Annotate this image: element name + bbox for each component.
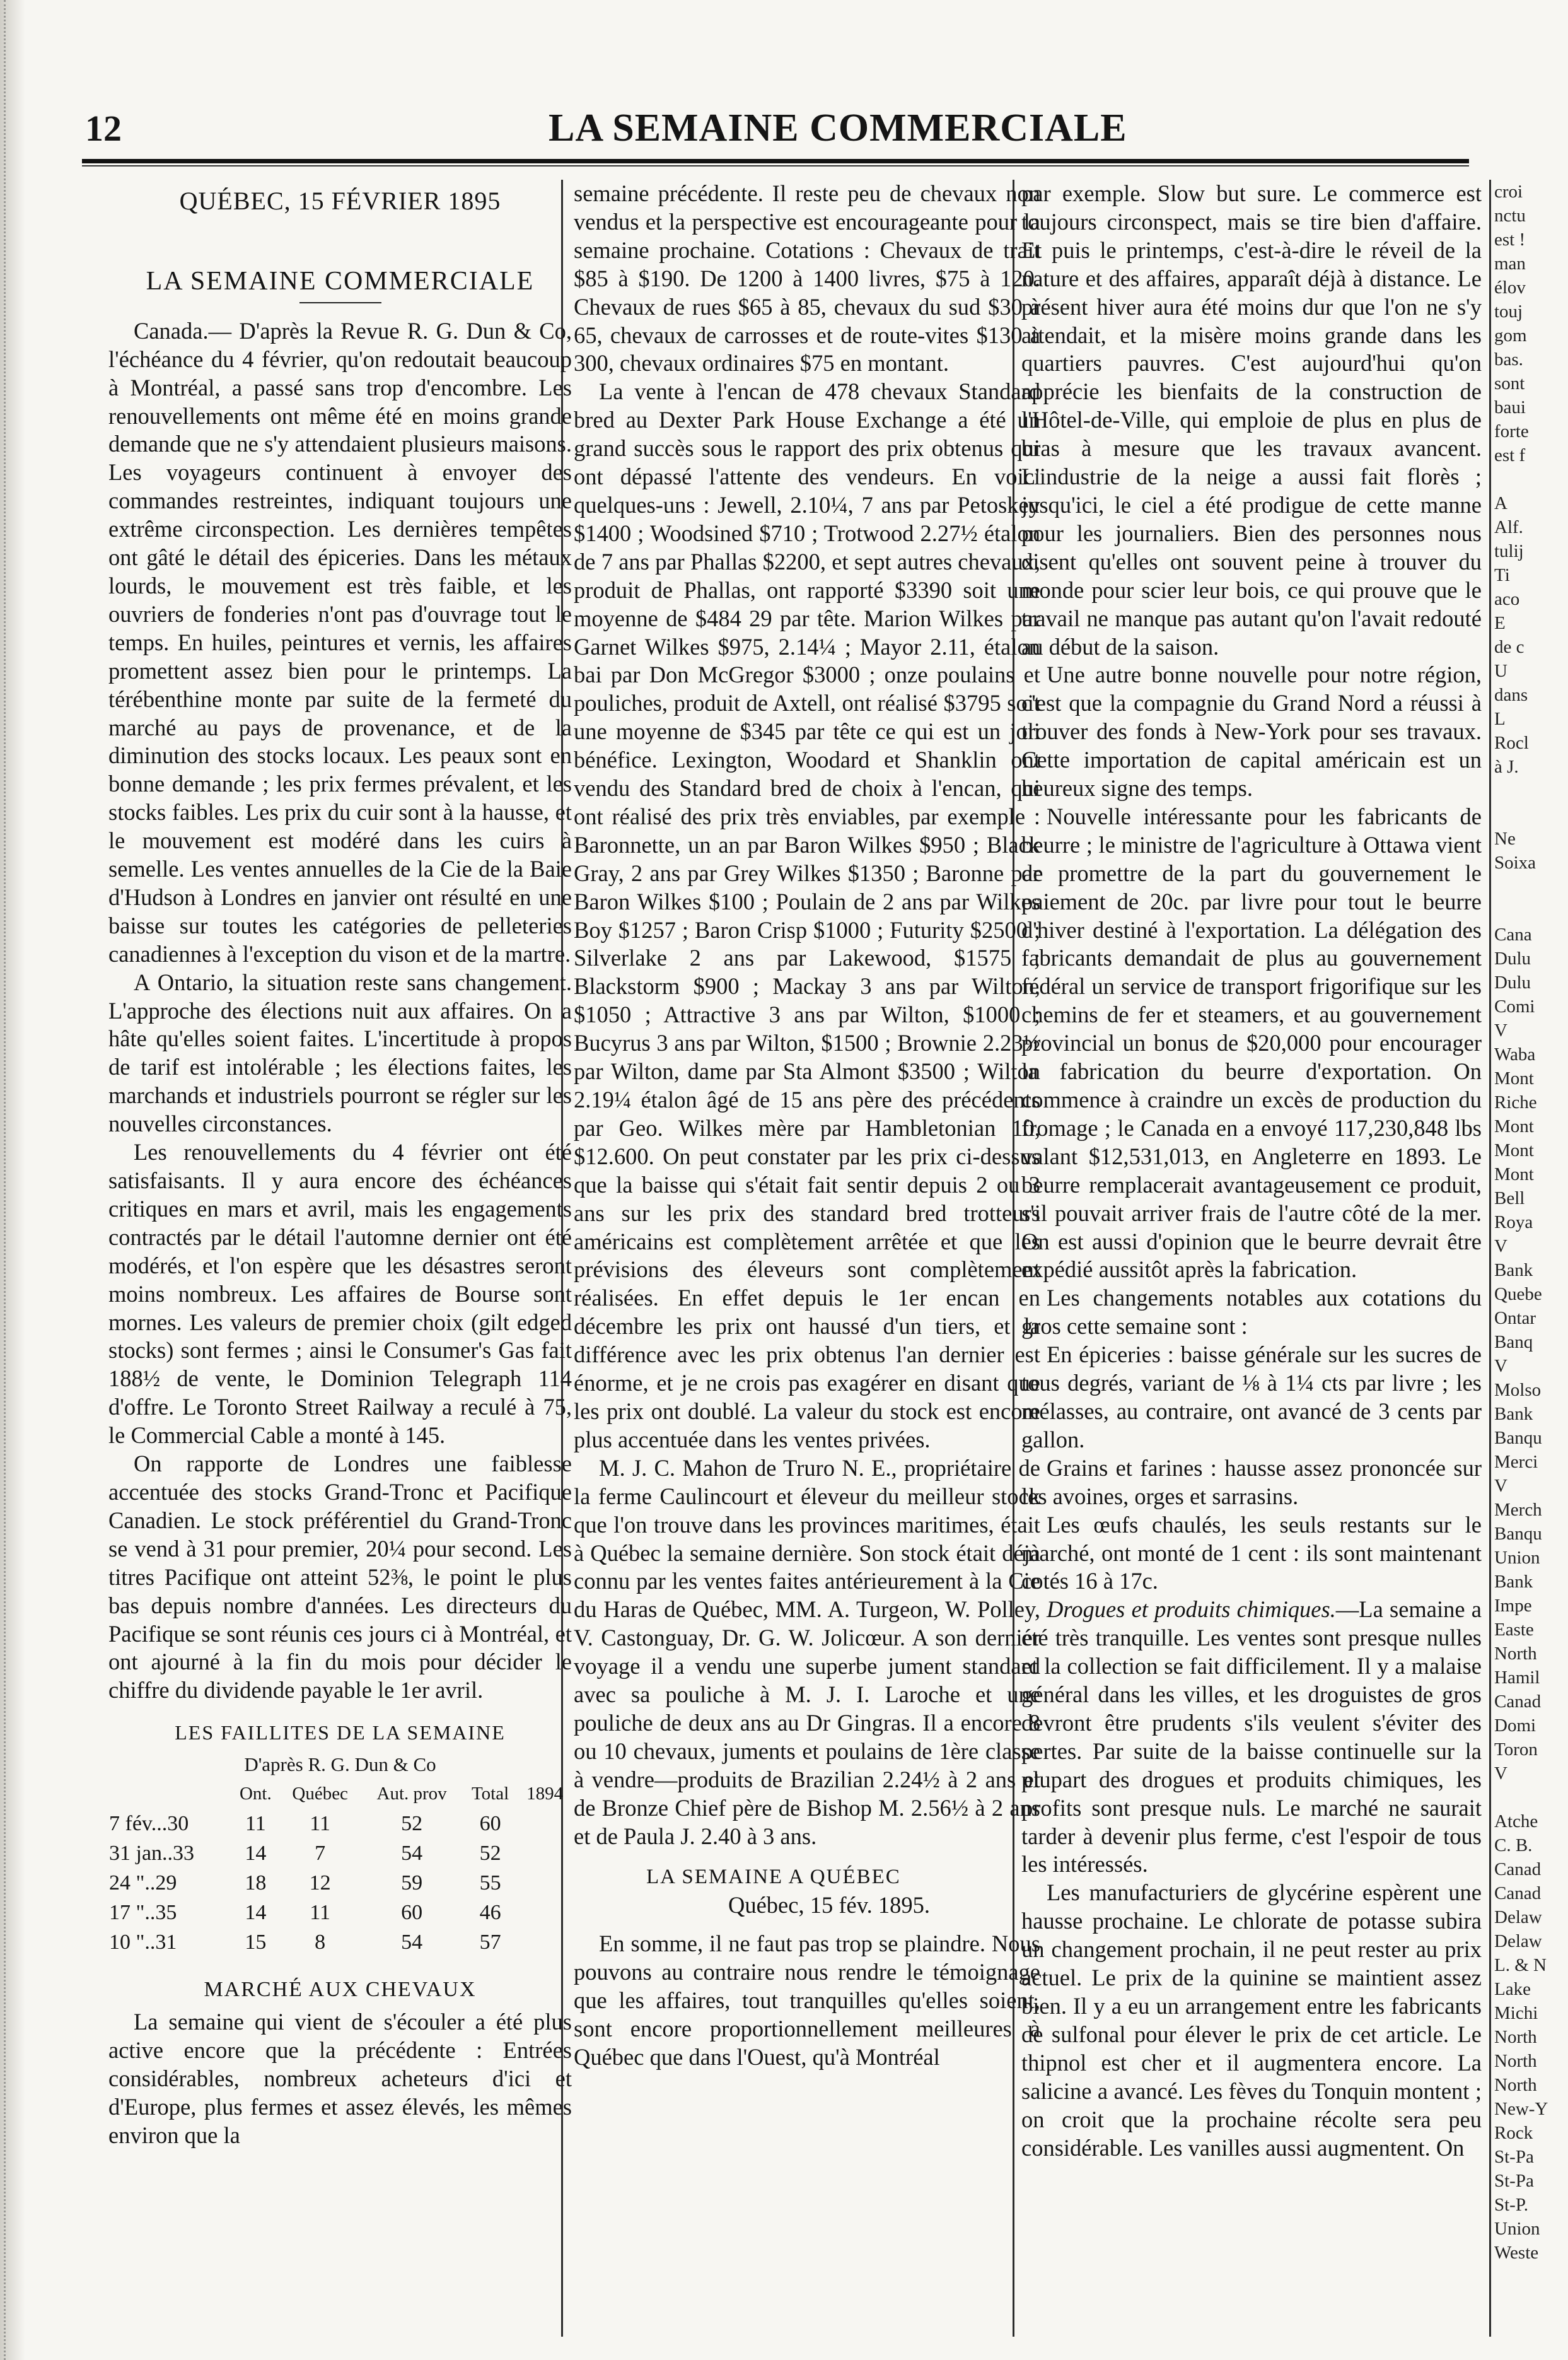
dateline: QUÉBEC, 15 FÉVRIER 1895 <box>179 187 501 215</box>
table-cell: 54 <box>401 1931 423 1954</box>
failures-table-subtitle: D'après R. G. Dun & Co <box>244 1753 436 1776</box>
table-cell: 14 <box>245 1842 267 1866</box>
table-cell: 12 <box>309 1871 331 1895</box>
margin-fragment-line: Rocl <box>1494 733 1529 753</box>
paragraph-londres: On rapporte de Londres une faiblesse accentuée des stocks Grand-Tronc et Pacifique Canadien. Le stock préférentiel du Grand-Tronc se vend à 31 pour premier, 20¼ pour second. Les titres Pacifique ont atteint 52⅜, le point le plus bas depuis nombre d'années. Les directeurs du Pacifique se sont réunis ces jours ci à Montréal, et ont ajourné à la fin du mois pour décider le chiffre du dividende payable le 1er avril. <box>108 1451 572 1703</box>
margin-fragment-line: élov <box>1494 277 1526 298</box>
margin-fragment-line: Dulu <box>1494 973 1531 993</box>
margin-fragment-line: Canad <box>1494 1691 1542 1712</box>
paragraph-cotations: Les changements notables aux cotations du gros cette semaine sont : <box>1021 1285 1482 1340</box>
margin-fragment-line <box>1494 875 1567 899</box>
margin-fragment-line: Impe <box>1494 1596 1532 1616</box>
margin-fragment-line: V <box>1494 1763 1507 1784</box>
paragraph-horses-cont: semaine précédente. Il reste peu de chevaux non vendus et la perspective est encourageante pour la semaine prochaine. Cotations : Chevaux de trait $85 à $190. De 1200 à 1400 livres, $75 à 120. Chevaux de rues $65 à 85, chevaux du sud $30 à 65, chevaux de carrosses et de route-vites $130 à 300, chevaux ordinaires $75 en montant. <box>574 180 1040 377</box>
table-cell: 52 <box>401 1812 423 1836</box>
margin-fragment-line: Domi <box>1494 1715 1536 1736</box>
margin-fragment-line: Easte <box>1494 1620 1534 1640</box>
table-cell: 31 jan..33 <box>109 1842 195 1866</box>
margin-fragment-line: Mont <box>1494 1116 1534 1136</box>
table-cell: 11 <box>310 1901 331 1925</box>
failures-table-title: LES FAILLITES DE LA SEMAINE <box>175 1721 506 1744</box>
margin-fragment-line: L <box>1494 709 1506 729</box>
table-cell: 60 <box>479 1812 501 1836</box>
horses-market-title: MARCHÉ AUX CHEVAUX <box>204 1978 477 2002</box>
paragraph-grand-nord: Une autre bonne nouvelle pour notre région, c'est que la compagnie du Grand Nord a réussi à trouver des fonds à New-York pour ses travaux. Cette importation de capital américain est un heureux signe des temps. <box>1021 662 1482 802</box>
paragraph-renouvellements: Les renouvellements du 4 février ont été satisfaisants. Il y aura encore des échéances critiques en mars et avril, mais les engagements contractés par le détail l'automne dernier ont été modérés, et l'on espère que les désastres seront moins nombreux. Les affaires de Bourse sont mornes. Les valeurs de premier choix (gilt edged stocks) sont fermes ; ainsi le Consumer's Gas fait 188½ de vente, le Dominion Telegraph 114 d'offre. Le Toronto Street Railway a reculé à 75, le Commercial Cable a monté à 145. <box>108 1139 572 1449</box>
margin-fragment-line: Lake <box>1494 1979 1531 1999</box>
table-cell: 11 <box>245 1812 266 1836</box>
quebec-dateline: Québec, 15 fév. 1895. <box>728 1892 930 1919</box>
margin-fragment-line: V <box>1494 1236 1507 1256</box>
header-rule <box>82 159 1469 163</box>
margin-fragment-line: New-Y <box>1494 2099 1548 2119</box>
margin-fragment-line: tulij <box>1494 541 1524 561</box>
margin-fragment-line <box>1494 803 1567 827</box>
table-cell: 24 "..29 <box>109 1871 177 1895</box>
paragraph-grains: Grains et farines : hausse assez prononcée sur les avoines, orges et sarrasins. <box>1021 1454 1482 1509</box>
margin-fragment-line: Toron <box>1494 1739 1538 1760</box>
quebec-section-title: LA SEMAINE A QUÉBEC <box>646 1866 901 1889</box>
margin-fragment-line: V <box>1494 1020 1507 1041</box>
margin-fragment-line: Mont <box>1494 1140 1534 1160</box>
margin-fragment-line: sont <box>1494 373 1525 394</box>
table-header: Total <box>471 1784 509 1804</box>
table-row <box>108 1838 572 1868</box>
paragraph-auction: La vente à l'encan de 478 chevaux Standard bred au Dexter Park House Exchange a été un grand succès sous le rapport des prix obtenus qui ont dépassé l'attente des vendeurs. En voici quelques-uns : Jewell, 2.10¼, 7 ans par Petoskey $1400 ; Woodsined $710 ; Trotwood 2.27½ étalon de 7 ans par Phallas $2200, et sept autres chevaux, produit de Phallas, ont rapporté $3390 soit une moyenne de $484 29 par tête. Marion Wilkes par Garnet Wilkes $975, 2.14¼ ; Mayor 2.11, étalon bai par Don McGregor $3000 ; onze poulains et pouliches, produit de Axtell, ont réalisé $3795 soit une moyenne de $345 par tête ce qui est un joli bénéfice. Lexington, Woodard et Shanklin ont vendu des Standard bred de choix à l'encan, qui ont réalisé des prix très enviables, par exemple : Baronnette, un an par Baron Wilkes $950 ; Black Gray, 2 ans par Grey Wilkes $1350 ; Baronne par Baron Wilkes $100 ; Poulain de 2 ans par Wilkes Boy $1257 ; Baron Crisp $1000 ; Futurity $2500 ; Silverlake 2 ans par Lakewood, $1575 ; Blackstorm $900 ; Mackay 3 ans par Wilton, $1050 ; Attractive 3 ans par Wilton, $1000 ; Bucyrus 3 ans par Wilton, $1500 ; Brownie 2.23½ par Wilton, dame par Sta Almont $3500 ; Wilton 2.19¼ étalon âgé de 15 ans père des précédents par Geo. Wilkes mère par Hambletonian 10, $12.600. On peut constater par les prix ci-dessus que la baisse qui s'était fait sentir depuis 2 ou 3 ans sur les prix des standard bred trotteurs américains est complètement arrêtée et que les prévisions des éleveurs sont complètement réalisées. En effet depuis le 1er encan en décembre les prix ont haussé d'un tiers, et la différence avec les prix obtenus l'an dernier est énorme, et je ne crois pas exagérer en disant que les prix ont doublé. La valeur du stock est encore plus accentuée dans les ventes privées. <box>574 378 1040 1452</box>
margin-fragment-line: North <box>1494 2075 1537 2095</box>
table-cell: 11 <box>310 1812 331 1836</box>
page-title: LA SEMAINE COMMERCIALE <box>549 107 1127 149</box>
table-cell: 7 <box>315 1842 326 1866</box>
table-header: Aut. prov <box>376 1784 447 1804</box>
margin-fragment-line: Canad <box>1494 1859 1542 1879</box>
margin-fragment-line: Banq <box>1494 1332 1533 1352</box>
table-header <box>108 1779 232 1809</box>
margin-fragment-line: est f <box>1494 445 1526 465</box>
margin-fragment-line: North <box>1494 2027 1537 2047</box>
margin-fragment-line: dans <box>1494 685 1528 705</box>
margin-fragment-line <box>1494 1785 1567 1809</box>
table-header: Ont. <box>239 1784 272 1804</box>
paragraph-beurre: Nouvelle intéressante pour les fabricants de beurre ; le ministre de l'agriculture à Ottawa vient de promettre de la part du gouvernement le paiement de 20c. par livre pour tout le beurre d'hiver destiné à l'exportation. La délégation des fabricants demandait de plus au gouvernement fédéral un service de transport frigorifique sur les chemins de fer et steamers, et au gouvernement provincial un bonus de $20,000 pour encourager la fabrication du beurre d'exportation. On commence à craindre un excès de production du fromage ; le Canada en a envoyé 117,230,848 lbs valant $12,531,013, en Angleterre en 1893. Le beurre remplacerait avantageusement ce produit, s'il pouvait arriver frais de l'autre côté de la mer. On est aussi d'opinion que le beurre devrait être expédié aussitôt après la fabrication. <box>1021 803 1482 1283</box>
table-cell: 52 <box>479 1842 501 1866</box>
margin-fragment-line: aco <box>1494 589 1520 609</box>
drogues-text: —La semaine a été très tranquille. Les ventes sont presque nulles et la collection se fait difficilement. Il y a malaise général dans les villes, et les droguistes de gros devront être prudents s'ils veulent s'éviter des pertes. Par suite de la baisse continuelle sur la plupart des drogues et produits chimiques, les profits sont presque nuls. Le marché ne saurait tarder à devenir plus ferme, c'est l'espoir de tous les intéressés. <box>1021 1596 1482 1878</box>
margin-fragment-line: C. B. <box>1494 1835 1533 1855</box>
margin-fragment-line: Banqu <box>1494 1428 1542 1448</box>
margin-fragment-line <box>1494 899 1567 923</box>
margin-fragment-line: V <box>1494 1356 1507 1376</box>
table-cell: 55 <box>479 1871 501 1895</box>
margin-fragment-line: Ontar <box>1494 1308 1536 1328</box>
margin-fragment-line: Canad <box>1494 1883 1542 1903</box>
margin-fragment-line: Riche <box>1494 1092 1537 1113</box>
margin-fragment-line: Quebe <box>1494 1284 1542 1304</box>
header-rule-thin <box>82 165 1469 166</box>
margin-fragment-line: Ne <box>1494 829 1516 849</box>
margin-fragment-line: Michi <box>1494 2003 1538 2023</box>
margin-fragment-line <box>1494 467 1567 491</box>
paragraph-glycerine: Les manufacturiers de glycérine espèrent une hausse prochaine. Le chlorate de potasse subira un changement prochain, il ne peut rester au prix actuel. Le prix de la quinine se maintient assez bien. Il y a eu un arrangement entre les fabricants de sulfonal pour élever le prix de cet article. Le thipnol est cher et il augmentera encore. La salicine a avancé. Les fèves du Tonquin montent ; on croit que la prochaine récolte sera peu considérable. Les vanilles aussi augmentent. On <box>1021 1879 1482 2161</box>
paragraph-mahon: M. J. C. Mahon de Truro N. E., propriétaire de la ferme Caulincourt et éleveur du meilleur stock que l'on trouve dans les provinces maritimes, était à Québec la semaine dernière. Son stock était déjà connu par les ventes faites antérieurement à la Cie du Haras de Québec, MM. A. Turgeon, W. Polley, V. Castonguay, Dr. G. W. Jolicœur. A son dernier voyage il a vendu une superbe jument standard avec sa pouliche à M. J. I. Laroche et une pouliche de deux ans au Dr Gingras. Il a encore 8 ou 10 chevaux, juments et poulains de 1ère classe à vendre—produits de Brazilian 2.24½ à 2 ans et de Bronze Chief père de Bishop M. 2.56½ à 2 ans et de Paula J. 2.40 à 3 ans. <box>574 1454 1040 1849</box>
margin-fragment-line: Merci <box>1494 1452 1538 1472</box>
table-cell: 7 fév...30 <box>109 1812 189 1836</box>
table-cell: 54 <box>401 1842 423 1866</box>
margin-fragment-line: V <box>1494 1476 1507 1496</box>
adjacent-page-fragment <box>1494 180 1567 2337</box>
margin-fragment-line: Bank <box>1494 1404 1533 1424</box>
margin-fragment-line: nctu <box>1494 206 1526 226</box>
drogues-lead: Drogues et produits chimiques. <box>1047 1596 1336 1623</box>
margin-fragment-line: Delaw <box>1494 1931 1542 1951</box>
paragraph-quebec: En somme, il ne faut pas trop se plaindre. Nous pouvons au contraire nous rendre le témoignage que les affaires, tout tranquilles qu'elles soient, sont encore proportionnellement meilleures à Québec que dans l'Ouest, qu'à Montréal <box>574 1931 1040 2070</box>
margin-fragment-line: St-P. <box>1494 2195 1529 2215</box>
margin-fragment-line: Ti <box>1494 565 1510 585</box>
section-rule <box>299 302 381 303</box>
margin-fragment-line: Mont <box>1494 1068 1534 1089</box>
table-row <box>108 1809 572 1838</box>
margin-fragment-line: Molso <box>1494 1380 1542 1400</box>
table-cell: 57 <box>479 1931 501 1954</box>
binding-marks <box>4 0 22 2360</box>
margin-fragment-line: bas. <box>1494 349 1523 370</box>
table-row <box>108 1868 572 1898</box>
margin-fragment-line: à J. <box>1494 757 1519 777</box>
margin-fragment-line: gom <box>1494 325 1527 346</box>
margin-fragment-line: E <box>1494 613 1506 633</box>
margin-fragment-line: St-Pa <box>1494 2171 1534 2191</box>
margin-fragment-line: L. & N <box>1494 1955 1547 1975</box>
table-row <box>108 1898 572 1927</box>
paragraph-oeufs: Les œufs chaulés, les seuls restants sur le marché, ont monté de 1 cent : ils sont maintenant cotés 16 à 17c. <box>1021 1511 1482 1594</box>
margin-fragment-line: Dulu <box>1494 949 1531 969</box>
margin-fragment-line: de c <box>1494 637 1524 657</box>
margin-fragment-line: Waba <box>1494 1044 1536 1065</box>
paragraph-epiceries: En épiceries : baisse générale sur les sucres de tous degrés, variant de ⅛ à 1¼ cts par livre ; les mélasses, au contraire, ont avancé de 3 cents par gallon. <box>1021 1341 1482 1452</box>
table-header: 1894 <box>526 1784 564 1804</box>
column-rule-3 <box>1489 180 1491 2337</box>
table-cell: 60 <box>401 1901 423 1925</box>
table-cell: 15 <box>245 1931 267 1954</box>
margin-fragment-line: St-Pa <box>1494 2147 1534 2167</box>
table-row <box>108 1927 572 1957</box>
paragraph-ontario: A Ontario, la situation reste sans changement. L'approche des élections nuit aux affaires. On a hâte qu'elles soient faites. L'incertitude à propos de tarif est intolérable ; les élections faites, les marchands et industriels pourront se régler sur les nouvelles circonstances. <box>108 969 572 1137</box>
table-cell: 18 <box>245 1871 267 1895</box>
column-1 <box>108 180 572 2337</box>
margin-fragment-line: touj <box>1494 301 1523 322</box>
margin-fragment-line: Bank <box>1494 1572 1533 1592</box>
paragraph-quebec-cont: par exemple. Slow but sure. Le commerce est toujours circonspect, mais se tire bien d'affaire. Et puis le printemps, c'est-à-dire le réveil de la nature et des affaires, apparaît déjà à distance. Le présent hiver aura été moins dur que l'on ne s'y attendait, et la misère moins grande dans les quartiers pauvres. C'est aujourd'hui qu'on apprécie les bienfaits de la construction de l'Hôtel-de-Ville, qui emploie de plus en plus de bras à mesure que les travaux avancent. L'industrie de la neige a aussi fait florès ; jusqu'ici, le ciel a été prodigue de cette manne pour les journaliers. Bien des personnes nous disent qu'elles ont souvent peine à trouver du monde pour scier leur bois, ce qui prouve que le travail ne manque pas autant qu'on l'avait redouté au début de la saison. <box>1021 180 1482 660</box>
table-cell: 14 <box>245 1901 267 1925</box>
margin-fragment-line: croi <box>1494 182 1523 202</box>
paragraph-canada: Canada.— D'après la Revue R. G. Dun & Co, l'échéance du 4 février, qu'on redoutait beaucoup à Montréal, a passé sans trop d'encombre. Les renouvellements ont même été en moins grande demande que ne s'y attendaient plusieurs maisons. Les voyageurs continuent à envoyer des commandes restreintes, indiquant toujours une extrême circonspection. Les dernières tempêtes ont gâté le détail des épiceries. Dans les métaux lourds, le mouvement est très faible, et les ouvriers de fonderies n'ont pas d'ouvrage tout le temps. En huiles, peintures et vernis, les affaires promettent assez bien pour le printemps. La térébenthine monte par suite de la fermeté du marché au pays de provenance, et de la diminution des stocks locaux. Les peaux sont en bonne demande ; les prix fermes prévalent, et les stocks faibles. Les prix du cuir sont à la hausse, et le mouvement est modéré dans les cuirs à semelle. Les ventes annuelles de la Cie de la Baie d'Hudson à Londres en janvier ont résulté en une baisse sur toutes les catégories de pelleteries canadiennes à l'exception du vison et de la martre. <box>108 317 572 967</box>
margin-fragment-line: North <box>1494 2051 1537 2071</box>
margin-fragment-line: forte <box>1494 421 1529 441</box>
margin-fragment-line: Banqu <box>1494 1524 1542 1544</box>
margin-fragment-line: Mont <box>1494 1164 1534 1184</box>
column-2 <box>574 180 1040 2337</box>
margin-fragment-line: Cana <box>1494 925 1532 945</box>
margin-fragment-line: Delaw <box>1494 1907 1542 1927</box>
table-cell: 46 <box>479 1901 501 1925</box>
margin-fragment-line: Merch <box>1494 1500 1542 1520</box>
margin-fragment-line: Hamil <box>1494 1668 1540 1688</box>
margin-fragment-line: man <box>1494 254 1526 274</box>
page-number: 12 <box>85 108 122 149</box>
failures-table <box>108 1779 572 1957</box>
section-title: LA SEMAINE COMMERCIALE <box>146 266 535 296</box>
margin-fragment-line: Union <box>1494 1548 1540 1568</box>
margin-fragment-line: Alf. <box>1494 517 1523 537</box>
margin-fragment-line: Comi <box>1494 996 1535 1017</box>
paragraph-drogues <box>1021 1596 1482 1879</box>
margin-fragment-line: baui <box>1494 397 1526 418</box>
table-cell: 59 <box>401 1871 423 1895</box>
margin-fragment-line: Soixa <box>1494 853 1536 873</box>
margin-fragment-line: Bank <box>1494 1260 1533 1280</box>
column-3 <box>1021 180 1482 2337</box>
table-header-row <box>108 1779 572 1809</box>
margin-fragment-line: Rock <box>1494 2123 1533 2143</box>
margin-fragment-line: est ! <box>1494 230 1526 250</box>
table-cell: 8 <box>315 1931 326 1954</box>
margin-fragment-line: Roya <box>1494 1212 1533 1232</box>
table-cell: 10 "..31 <box>109 1931 177 1954</box>
margin-fragment-line: Atche <box>1494 1811 1538 1831</box>
margin-fragment-line: A <box>1494 493 1507 513</box>
margin-fragment-line <box>1494 779 1567 803</box>
paragraph-horses: La semaine qui vient de s'écouler a été plus active encore que la précédente : Entrées considérables, nombreux acheteurs d'ici et d'Europe, plus fermes et assez élevés, les mêmes environ que la <box>108 2008 572 2148</box>
margin-fragment-line: U <box>1494 661 1507 681</box>
margin-fragment-line: Union <box>1494 2219 1540 2239</box>
margin-fragment-line: North <box>1494 1644 1537 1664</box>
margin-fragment-line: Bell <box>1494 1188 1525 1208</box>
table-header: Québec <box>292 1784 348 1804</box>
table-cell: 17 "..35 <box>109 1901 177 1925</box>
margin-fragment-line: Weste <box>1494 2243 1539 2263</box>
